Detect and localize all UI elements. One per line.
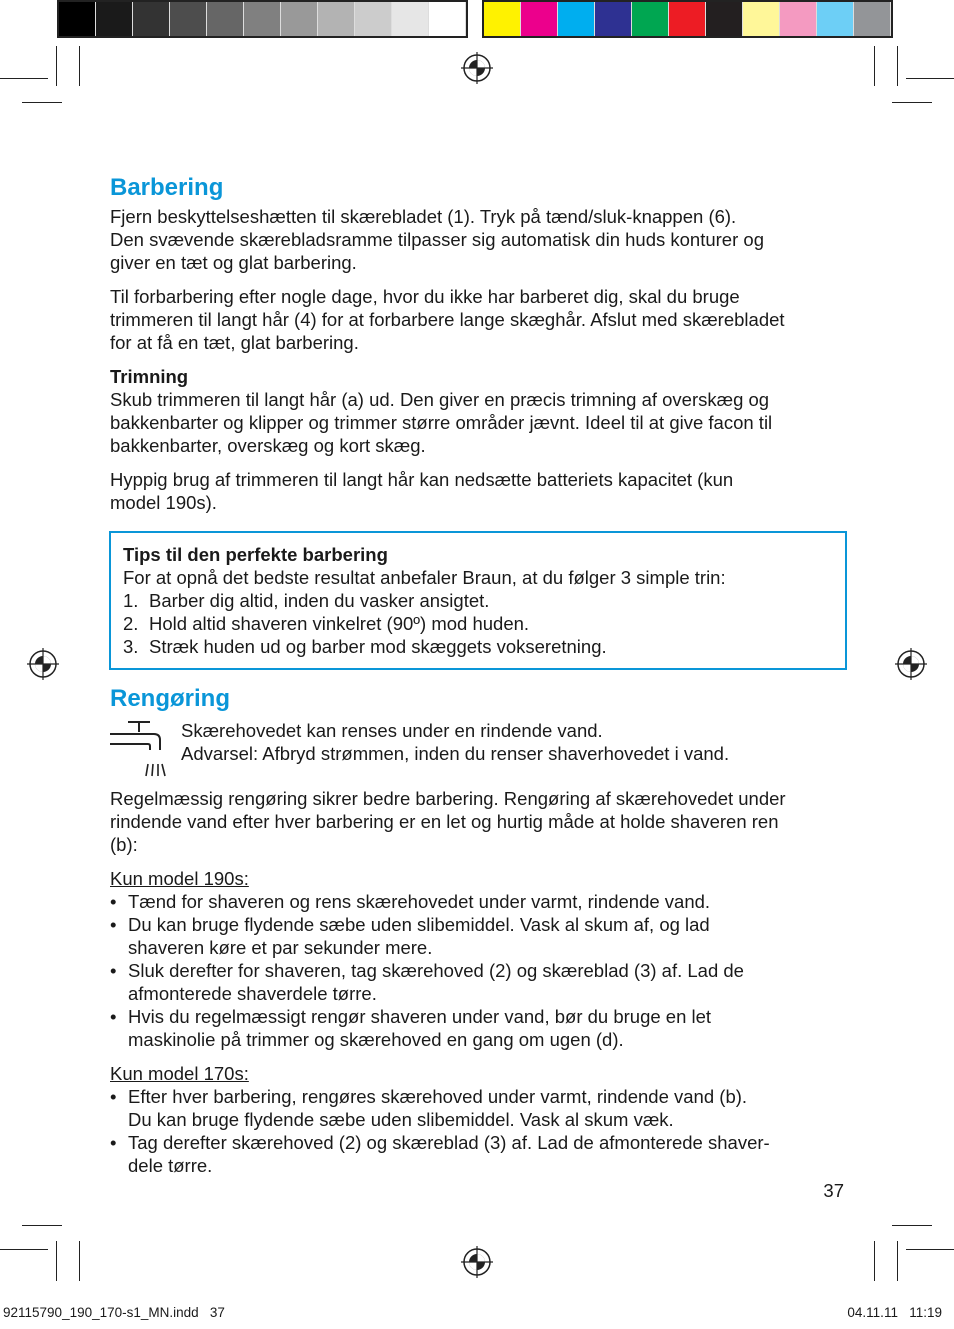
tap-instructions: Skærehovedet kan renses under en rindende vand. Advarsel: Afbryd strømmen, inden du renser shaverhovedet i vand. — [181, 720, 730, 764]
crop-mark — [0, 78, 48, 79]
crop-mark — [22, 1225, 62, 1226]
color-swatch — [429, 2, 466, 36]
crop-mark — [897, 1241, 898, 1281]
color-swatch — [669, 2, 706, 36]
tips-title: Tips til den perfekte barbering — [123, 544, 388, 565]
list-item: • Efter hver barbering, rengøres skærehoved under varmt, rindende vand (b). Du kan bruge flydende sæbe uden slibemiddel. Vask al skum væk. — [110, 1086, 748, 1130]
color-swatch — [244, 2, 281, 36]
shaving-section — [110, 174, 850, 514]
color-swatch — [281, 2, 318, 36]
shaving-heading: Barbering — [110, 174, 224, 201]
color-swatch — [854, 2, 891, 36]
color-swatch — [170, 2, 207, 36]
color-swatch — [521, 2, 558, 36]
tips-box — [109, 531, 847, 670]
registration-mark-icon — [461, 52, 493, 84]
footer-date: 04.11.11 11:19 — [847, 1305, 942, 1320]
color-swatch — [817, 2, 854, 36]
color-swatch — [355, 2, 392, 36]
list-item: 3. Stræk huden ud og barber mod skæggets vokseretning. — [123, 636, 607, 657]
cleaning-section — [110, 787, 850, 1177]
trimming-title: Trimning — [110, 366, 189, 387]
color-swatch — [743, 2, 780, 36]
color-swatch — [392, 2, 429, 36]
registration-mark-icon — [895, 648, 927, 680]
crop-mark — [56, 46, 57, 86]
color-swatch — [133, 2, 170, 36]
crop-mark — [906, 1249, 954, 1250]
list-item: 1. Barber dig altid, inden du vasker ansigtet. — [123, 590, 490, 611]
cleaning-paragraph: Regelmæssig rengøring sikrer bedre barbering. Rengøring af skærehovedet under rindende vand efter hver barbering er en let og hurtig måde at holde shaveren ren (b): — [110, 788, 786, 855]
color-swatch — [59, 2, 96, 36]
list-item: • Tænd for shaveren og rens skærehovedet under varmt, rindende vand. — [110, 891, 711, 912]
trimming-paragraph: Skub trimmeren til langt hår (a) ud. Den giver en præcis trimning af overskæg og bakkenbarter og klipper og trimmer større områder jævnt. Ideel til at give facon til bakkenbarter, overskæg og kort skæg. — [110, 389, 773, 456]
model-170-title: Kun model 170s: — [110, 1063, 249, 1084]
footer-filename: 92115790_190_170-s1_MN.indd 37 — [3, 1305, 225, 1320]
shaving-paragraph: Fjern beskyttelseshætten til skærebladet (1). Tryk på tænd/sluk-knappen (6). Den svævende skærebladsramme tilpasser sig automatisk din huds konturer og giver en tæt og glat barbering. — [110, 206, 764, 273]
color-swatch — [484, 2, 521, 36]
tips-intro: For at opnå det bedste resultat anbefaler Braun, at du følger 3 simple trin: — [123, 567, 726, 588]
model-190-list — [110, 890, 850, 1051]
registration-mark-icon — [461, 1246, 493, 1278]
list-item: • Hvis du regelmæssigt rengør shaveren under vand, bør du bruge en let maskinolie på trimmer og skærehoved en gang om ugen (d). — [110, 1006, 712, 1050]
grayscale-bar — [57, 0, 468, 38]
color-swatch — [558, 2, 595, 36]
list-item: • Tag derefter skærehoved (2) og skæreblad (3) af. Lad de afmonterede shaver- dele tørre. — [110, 1132, 770, 1176]
color-swatch — [706, 2, 743, 36]
crop-mark — [22, 102, 62, 103]
registration-mark-icon — [27, 648, 59, 680]
tips-list — [123, 589, 833, 658]
crop-mark — [79, 46, 80, 86]
crop-mark — [906, 78, 954, 79]
color-swatch — [595, 2, 632, 36]
crop-mark — [56, 1241, 57, 1281]
color-swatch — [96, 2, 133, 36]
crop-mark — [874, 46, 875, 86]
model-170-list — [110, 1085, 850, 1177]
color-swatch — [632, 2, 669, 36]
battery-note: Hyppig brug af trimmeren til langt hår kan nedsætte batteriets kapacitet (kun model 190s). — [110, 469, 734, 513]
list-item: 2. Hold altid shaveren vinkelret (90º) mod huden. — [123, 613, 530, 634]
model-190-title: Kun model 190s: — [110, 868, 249, 889]
color-swatch — [207, 2, 244, 36]
crop-mark — [892, 102, 932, 103]
preshave-paragraph: Til forbarbering efter nogle dage, hvor du ikke har barberet dig, skal du bruge trimmeren til langt hår (4) for at forbarbere lange skæghår. Afslut med skærebladet for at få en tæt, glat barbering. — [110, 286, 785, 353]
water-tap-icon — [108, 720, 170, 778]
crop-mark — [79, 1241, 80, 1281]
crop-mark — [874, 1241, 875, 1281]
color-swatch — [318, 2, 355, 36]
page-number: 37 — [823, 1180, 844, 1201]
cleaning-heading: Rengøring — [110, 685, 230, 712]
crop-mark — [0, 1249, 48, 1250]
crop-mark — [892, 1225, 932, 1226]
color-swatch — [780, 2, 817, 36]
list-item: • Du kan bruge flydende sæbe uden slibemiddel. Vask al skum af, og lad shaveren køre et par sekunder mere. — [110, 914, 710, 958]
crop-mark — [897, 46, 898, 86]
color-bar — [482, 0, 893, 38]
list-item: • Sluk derefter for shaveren, tag skærehoved (2) og skæreblad (3) af. Lad de afmonterede shaverdele tørre. — [110, 960, 744, 1004]
